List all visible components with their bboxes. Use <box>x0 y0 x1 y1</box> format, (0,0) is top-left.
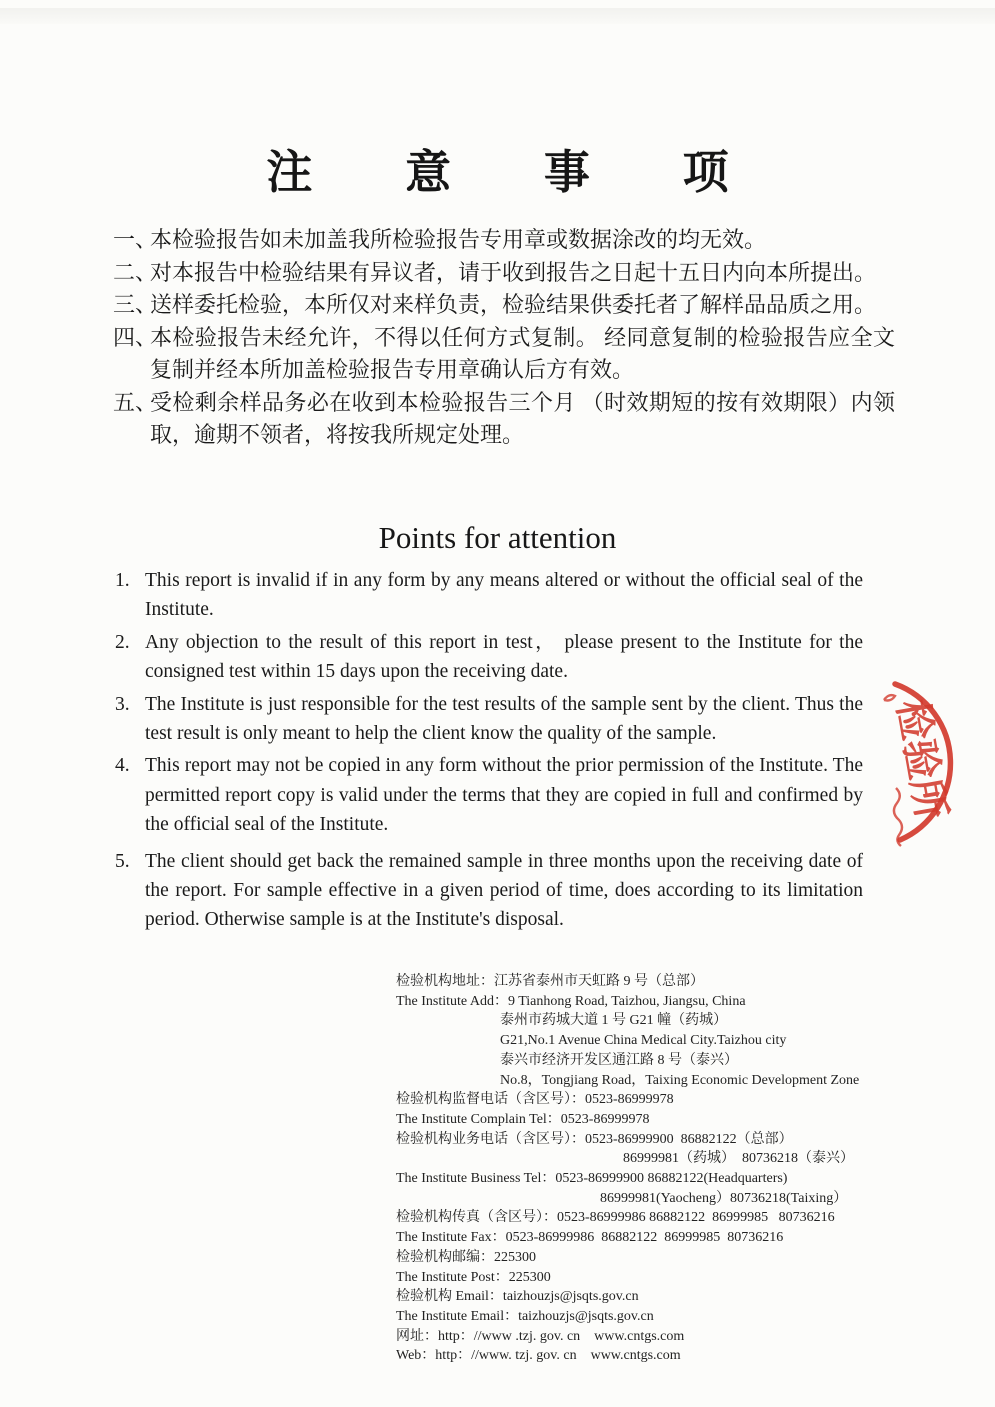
cn-point-number: 四、 <box>113 324 158 350</box>
contact-line-text: G21,No.1 Avenue China Medical City.Taizhou city <box>500 1033 787 1049</box>
contact-line-text: 检验机构邮编：225300 <box>396 1249 536 1265</box>
contact-line <box>396 1208 916 1228</box>
en-point-item <box>115 690 863 749</box>
cn-point-number: 三、 <box>113 292 158 317</box>
en-point-item <box>115 628 863 687</box>
official-seal-stamp <box>866 638 995 898</box>
contact-line <box>396 1071 916 1091</box>
contact-line <box>396 1090 916 1110</box>
contact-line-text: 86999981(Yaocheng）80736218(Taixing） <box>600 1190 848 1206</box>
contact-line <box>396 1327 916 1347</box>
contact-line <box>396 1248 916 1268</box>
en-point-item <box>115 847 863 935</box>
contact-line <box>396 1011 916 1031</box>
scan-edge-artifact <box>0 8 995 24</box>
contact-line-text: The Institute Post：225300 <box>396 1269 551 1285</box>
en-point-text: Any objection to the result of this report in test， please present to the Institute for the consigned test within 15 days upon the receiving date. <box>145 631 863 683</box>
contact-line-text: The Institute Add：9 Tianhong Road, Taizhou, Jiangsu, China <box>396 993 746 1009</box>
cn-point-number: 五、 <box>113 389 158 415</box>
cn-point-number: 二、 <box>113 259 158 285</box>
en-point-number: 5. <box>115 850 130 872</box>
contact-line <box>396 1307 916 1327</box>
contact-line <box>396 1149 916 1169</box>
contact-line <box>396 992 916 1012</box>
contact-line <box>396 1051 916 1071</box>
cn-point-text: 对本报告中检验结果有异议者，请于收到报告之日起十五日内向本所提出。 <box>150 259 877 285</box>
en-points-list <box>115 566 863 938</box>
cn-points-list <box>113 224 895 452</box>
contact-line <box>396 1287 916 1307</box>
contact-line-text: The Institute Complain Tel：0523-86999978 <box>396 1111 650 1127</box>
en-point-text: This report may not be copied in any form without the prior permission of the Institute. The permitted report copy is valid under the terms that they are copied in full and confirmed by the official seal of the Institute. <box>145 755 863 836</box>
cn-point-item <box>113 289 895 322</box>
en-point-number: 4. <box>115 755 130 777</box>
cn-point-text: 本检验报告如未加盖我所检验报告专用章或数据涂改的均无效。 <box>150 227 767 252</box>
cn-point-item <box>113 387 895 452</box>
cn-point-text: 送样委托检验，本所仅对来样负责，检验结果供委托者了解样品品质之用。 <box>150 292 877 317</box>
contact-line <box>396 1110 916 1130</box>
contact-line-text: 检验机构 Email：taizhouzjs@jsqts.gov.cn <box>396 1289 639 1305</box>
cn-point-text: 受检剩余样品务必在收到本检验报告三个月 （时效期短的按有效期限）内领取，逾期不领者，将按我所规定处理。 <box>150 389 895 447</box>
contact-line <box>396 1228 916 1248</box>
contact-line <box>396 1130 916 1150</box>
contact-line-text: 网址：http：//www .tzj. gov. cn www.cntgs.com <box>396 1328 685 1344</box>
contact-line-text: 86999981（药城） 80736218（泰兴） <box>623 1151 854 1167</box>
seal-script-mark-bottom <box>894 788 902 846</box>
page-title-en: Points for attention <box>378 520 617 555</box>
contact-line-text: 泰兴市经济开发区通江路 8 号（泰兴） <box>500 1052 738 1068</box>
en-point-text: The client should get back the remained sample in three months upon the receiving date of the report. For sample effective in a given period of time, does according to its limitation period. Otherwise sample is at the Institute's disposal. <box>145 850 863 931</box>
contact-line <box>396 1031 916 1051</box>
en-point-item <box>115 566 863 625</box>
contact-line-text: The Institute Email：taizhouzjs@jsqts.gov.cn <box>396 1308 654 1324</box>
en-point-number: 1. <box>115 570 130 591</box>
contact-line-text: 检验机构监督电话（含区号）：0523-86999978 <box>396 1092 674 1108</box>
en-point-text: The Institute is just responsible for the test results of the sample sent by the client. Thus the test result is only meant to help the client know the quality of the sample. <box>145 693 863 745</box>
en-point-text: This report is invalid if in any form by any means altered or without the official seal of the Institute. <box>145 570 863 621</box>
cn-point-number: 一、 <box>113 227 158 252</box>
page-title-cn: 注 意 事 项 <box>266 146 769 198</box>
en-point-number: 2. <box>115 631 130 653</box>
contact-line-text: No.8，Tongjiang Road，Taixing Economic Development Zone <box>500 1072 860 1088</box>
cn-point-text: 本检验报告未经允许，不得以任何方式复制。 经同意复制的检验报告应全文复制并经本所加盖检验报告专用章确认后方有效。 <box>150 324 895 382</box>
contact-line-text: The Institute Fax：0523-86999986 86882122 86999985 80736216 <box>396 1230 784 1246</box>
seal-script-mark-top <box>884 695 895 700</box>
contact-line-text: 检验机构地址：江苏省泰州市天虹路 9 号（总部） <box>396 974 704 989</box>
contact-line <box>396 1346 916 1366</box>
contact-block <box>396 972 916 1366</box>
contact-line <box>396 972 916 992</box>
contact-line <box>396 1268 916 1288</box>
en-point-number: 3. <box>115 693 130 715</box>
cn-point-item <box>113 322 895 387</box>
cn-point-item <box>113 257 895 290</box>
contact-line-text: The Institute Business Tel：0523-86999900 86882122(Headquarters) <box>396 1171 788 1187</box>
contact-line-text: Web：http：//www. tzj. gov. cn www.cntgs.com <box>396 1348 681 1364</box>
contact-line-text: 检验机构业务电话（含区号）：0523-86999900 86882122（总部） <box>396 1131 793 1147</box>
seal-arc <box>895 684 950 840</box>
contact-line-text: 泰州市药城大道 1 号 G21 幢（药城） <box>500 1013 728 1029</box>
seal-text: 检验所 <box>888 696 954 823</box>
contact-line <box>396 1189 916 1209</box>
contact-line <box>396 1169 916 1189</box>
en-point-item <box>115 751 863 839</box>
cn-point-item <box>113 224 895 257</box>
contact-line-text: 检验机构传真（含区号）：0523-86999986 86882122 86999985 80736216 <box>396 1210 835 1226</box>
